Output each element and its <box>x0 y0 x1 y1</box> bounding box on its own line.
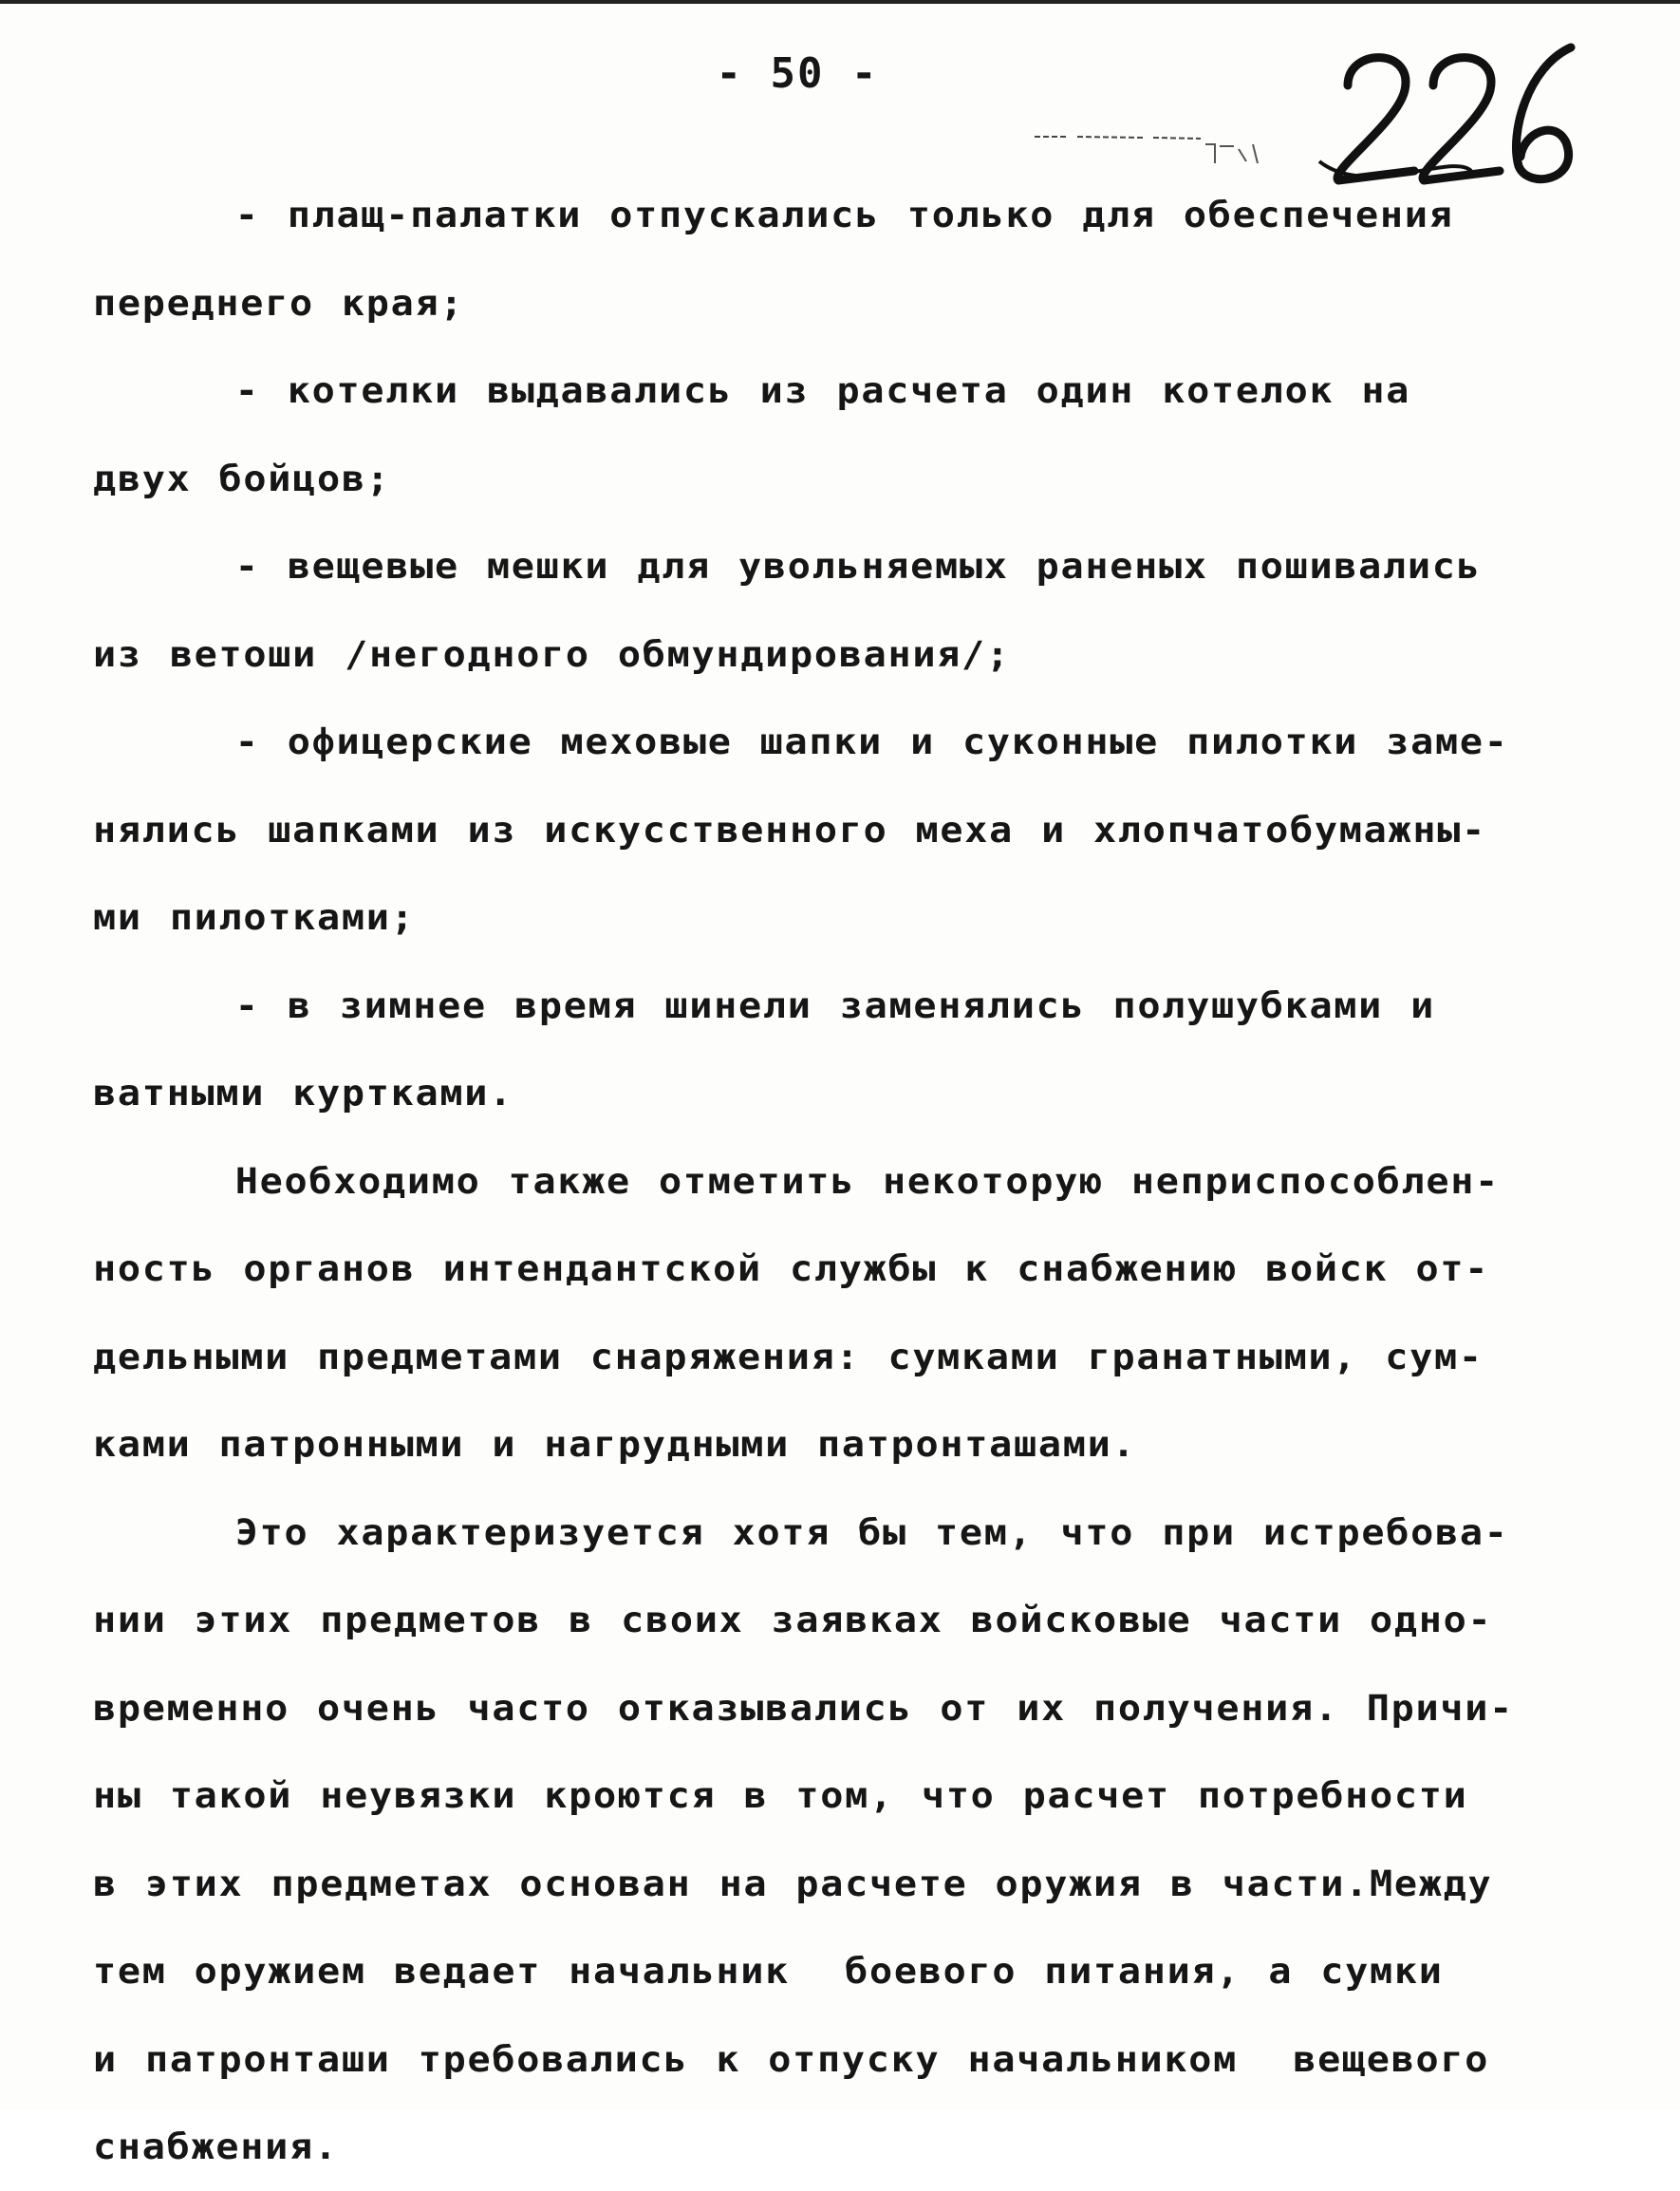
text-line: Необходимо также отметить некоторую неприспособлен- <box>234 1159 1500 1202</box>
page-top-edge <box>0 0 1680 4</box>
text-line: дельными предметами снаряжения: сумками гранатными, сум- <box>93 1335 1484 1377</box>
text-line: - плащ-палатки отпускались только для обеспечения <box>234 194 1454 235</box>
text-line: ность органов интендантской службы к снабжению войск от- <box>93 1247 1490 1289</box>
body-text <box>93 171 1669 2191</box>
text-line: ны такой неувязки кроются в том, что расчет потребности <box>93 1774 1468 1816</box>
text-line: ватными куртками. <box>93 1072 513 1114</box>
text-line: нии этих предметов в своих заявках войсковые части одно- <box>93 1599 1493 1640</box>
text-line: из ветоши /негодного обмундирования/; <box>93 632 1011 675</box>
text-line: переднего края; <box>93 281 465 324</box>
text-line: двух бойцов; <box>93 457 391 499</box>
text-line: - офицерские меховые шапки и суконные пилотки заме- <box>234 721 1509 762</box>
text-line: снабжения. <box>93 2125 339 2167</box>
text-line: ми пилотками; <box>93 896 416 938</box>
text-line: тем оружием ведает начальник боевого питания, а сумки <box>93 1950 1444 1992</box>
text-line: - котелки выдавались из расчета один котелок на <box>234 369 1411 411</box>
text-line: и патронташи требовались к отпуску начальником вещевого <box>93 2037 1490 2080</box>
text-line: ками патронными и нагрудными патронташами. <box>93 1423 1137 1465</box>
handwritten-archive-number <box>1310 28 1585 190</box>
text-line: временно очень часто отказывались от их получения. Причи- <box>93 1686 1515 1729</box>
text-line: в этих предметах основан на расчете оружия в части.Между <box>93 1862 1493 1904</box>
text-line: Это характеризуется хотя бы тем, что при истребова- <box>234 1510 1509 1553</box>
text-line: нялись шапками из искусственного меха и хлопчатобумажны- <box>93 808 1486 851</box>
text-line: - вещевые мешки для увольняемых раненых пошивались <box>234 545 1482 587</box>
text-line: - в зимнее время шинели заменялись полушубками и <box>234 983 1436 1026</box>
page-number: - 50 - <box>716 49 879 98</box>
